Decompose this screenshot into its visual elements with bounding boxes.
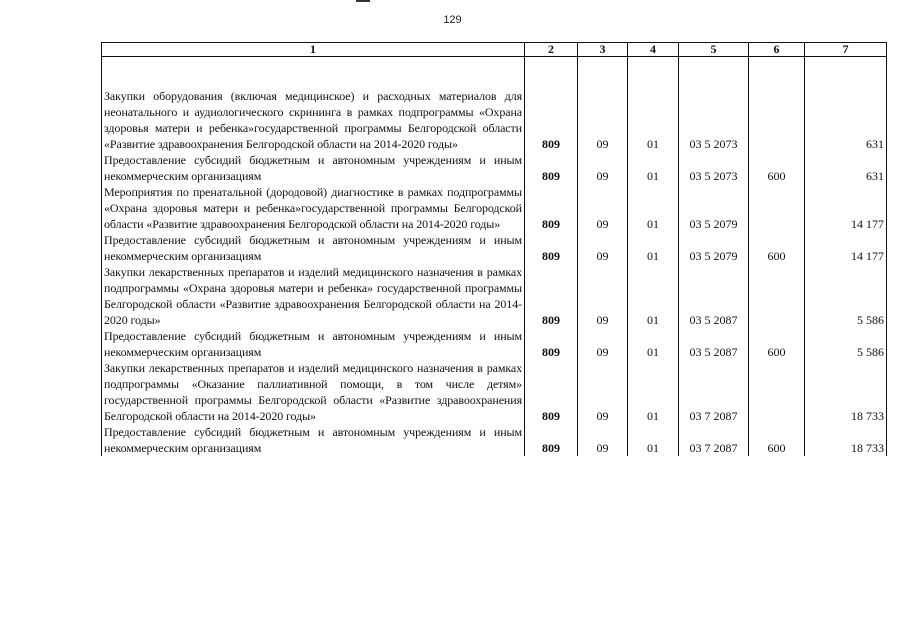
table-header-row bbox=[102, 43, 887, 57]
amount: 14 177 bbox=[805, 184, 887, 232]
table-row bbox=[102, 424, 887, 456]
row-description: Мероприятия по пренатальной (дородовой) диагностике в рамках подпрограммы «Охрана здоровья матери и ребенка»государственной программы Белгородской области «Развитие здравоохранения Белгородской области на 2014-2020 годы» bbox=[102, 184, 525, 232]
expense-type-code: 600 bbox=[749, 328, 805, 360]
row-description: Закупки лекарственных препаратов и изделий медицинского назначения в рамках подпрограммы «Оказание паллиативной помощи, в том числе детям» государственной программы Белгородской области «Развитие здравоохранения Белгородской области на 2014-2020 годы» bbox=[102, 360, 525, 424]
amount: 18 733 bbox=[805, 424, 887, 456]
subsection-code: 01 bbox=[628, 360, 679, 424]
section-code: 09 bbox=[578, 360, 628, 424]
column-header: 1 bbox=[102, 43, 525, 57]
expense-type-code: 600 bbox=[749, 424, 805, 456]
expense-type-code bbox=[749, 264, 805, 328]
amount: 5 586 bbox=[805, 328, 887, 360]
table-row bbox=[102, 328, 887, 360]
section-code: 09 bbox=[578, 57, 628, 153]
grbs-code: 809 bbox=[525, 360, 578, 424]
column-header: 5 bbox=[679, 43, 749, 57]
amount: 631 bbox=[805, 57, 887, 153]
row-description: Закупки лекарственных препаратов и изделий медицинского назначения в рамках подпрограммы «Охрана здоровья матери и ребенка» государственной программы Белгородской области «Развитие здравоохранения Белгородской области на 2014-2020 годы» bbox=[102, 264, 525, 328]
target-article-code: 03 7 2087 bbox=[679, 360, 749, 424]
target-article-code: 03 7 2087 bbox=[679, 424, 749, 456]
table-row bbox=[102, 184, 887, 232]
section-code: 09 bbox=[578, 424, 628, 456]
subsection-code: 01 bbox=[628, 232, 679, 264]
section-code: 09 bbox=[578, 152, 628, 184]
table-row bbox=[102, 57, 887, 153]
section-code: 09 bbox=[578, 264, 628, 328]
scan-mark bbox=[356, 0, 370, 2]
amount: 14 177 bbox=[805, 232, 887, 264]
expense-type-code: 600 bbox=[749, 152, 805, 184]
row-description: Предоставление субсидий бюджетным и автономным учреждениям и иным некоммерческим организациям bbox=[102, 152, 525, 184]
grbs-code: 809 bbox=[525, 424, 578, 456]
grbs-code: 809 bbox=[525, 152, 578, 184]
expense-type-code bbox=[749, 57, 805, 153]
table-row bbox=[102, 360, 887, 424]
subsection-code: 01 bbox=[628, 424, 679, 456]
budget-table bbox=[101, 42, 887, 456]
grbs-code: 809 bbox=[525, 184, 578, 232]
subsection-code: 01 bbox=[628, 184, 679, 232]
column-header: 4 bbox=[628, 43, 679, 57]
expense-type-code: 600 bbox=[749, 232, 805, 264]
target-article-code: 03 5 2087 bbox=[679, 264, 749, 328]
expense-type-code bbox=[749, 360, 805, 424]
row-description: Закупки оборудования (включая медицинское) и расходных материалов для неонатального и аудиологического скрининга в рамках подпрограммы «Охрана здоровья матери и ребенка»государственной программы Белгородской области «Развитие здравоохранения Белгородской области на 2014-2020 годы» bbox=[102, 57, 525, 153]
section-code: 09 bbox=[578, 232, 628, 264]
target-article-code: 03 5 2079 bbox=[679, 184, 749, 232]
table-row bbox=[102, 264, 887, 328]
target-article-code: 03 5 2087 bbox=[679, 328, 749, 360]
column-header: 6 bbox=[749, 43, 805, 57]
grbs-code: 809 bbox=[525, 328, 578, 360]
amount: 5 586 bbox=[805, 264, 887, 328]
row-description: Предоставление субсидий бюджетным и автономным учреждениям и иным некоммерческим организациям bbox=[102, 424, 525, 456]
subsection-code: 01 bbox=[628, 264, 679, 328]
column-header: 3 bbox=[578, 43, 628, 57]
amount: 631 bbox=[805, 152, 887, 184]
table-row bbox=[102, 232, 887, 264]
grbs-code: 809 bbox=[525, 57, 578, 153]
page-number: 129 bbox=[443, 14, 462, 26]
subsection-code: 01 bbox=[628, 152, 679, 184]
grbs-code: 809 bbox=[525, 232, 578, 264]
target-article-code: 03 5 2079 bbox=[679, 232, 749, 264]
subsection-code: 01 bbox=[628, 328, 679, 360]
target-article-code: 03 5 2073 bbox=[679, 57, 749, 153]
column-header: 7 bbox=[805, 43, 887, 57]
row-description: Предоставление субсидий бюджетным и автономным учреждениям и иным некоммерческим организациям bbox=[102, 232, 525, 264]
column-header: 2 bbox=[525, 43, 578, 57]
target-article-code: 03 5 2073 bbox=[679, 152, 749, 184]
table-row bbox=[102, 152, 887, 184]
subsection-code: 01 bbox=[628, 57, 679, 153]
row-description: Предоставление субсидий бюджетным и автономным учреждениям и иным некоммерческим организациям bbox=[102, 328, 525, 360]
section-code: 09 bbox=[578, 184, 628, 232]
amount: 18 733 bbox=[805, 360, 887, 424]
grbs-code: 809 bbox=[525, 264, 578, 328]
expense-type-code bbox=[749, 184, 805, 232]
section-code: 09 bbox=[578, 328, 628, 360]
